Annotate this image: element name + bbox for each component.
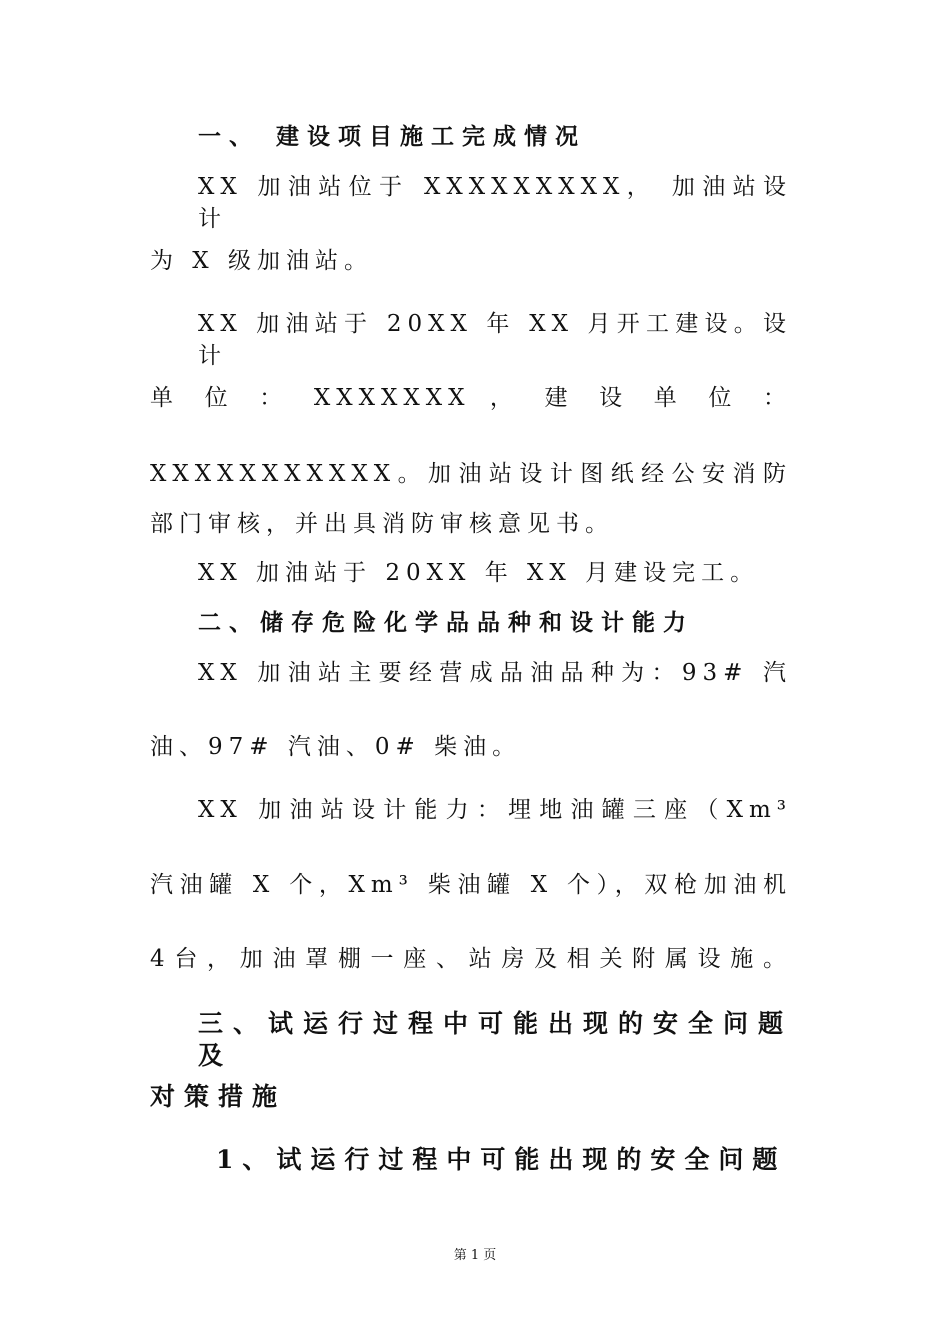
paragraph-line: 为 X 级加油站。: [150, 248, 373, 274]
paragraph-line: 汽油罐 X 个，Xm³ 柴油罐 X 个），双枪加油机: [150, 872, 792, 898]
paragraph-line: 4台，加油罩棚一座、站房及相关附属设施。: [150, 946, 792, 972]
paragraph-line: XX 加油站设计能力：埋地油罐三座（Xm³: [198, 797, 792, 823]
paragraph-line: 油、97# 汽油、0# 柴油。: [150, 734, 522, 760]
paragraph-line: 单 位 ： XXXXXXX ， 建 设 单 位 ：: [150, 385, 792, 411]
section-heading-3: 三、试运行过程中可能出现的安全问题及: [198, 1009, 792, 1070]
section-heading-2: 二、储存危险化学品品种和设计能力: [198, 609, 694, 636]
page-number: 第 1 页: [453, 1248, 497, 1263]
subsection-heading-1: 1、试运行过程中可能出现的安全问题: [216, 1145, 787, 1174]
paragraph-line: XX 加油站于 20XX 年 XX 月建设完工。: [198, 560, 760, 586]
section-heading-1: 一、 建设项目施工完成情况: [198, 123, 587, 150]
paragraph-line: XX 加油站主要经营成品油品种为：93# 汽: [198, 660, 792, 686]
paragraph-line: 部门审核，并出具消防审核意见书。: [150, 511, 614, 537]
paragraph-line: XXXXXXXXXXX。加油站设计图纸经公安消防: [150, 461, 792, 487]
paragraph-line: XX 加油站于 20XX 年 XX 月开工建设。设计: [198, 311, 792, 369]
section-heading-3-continued: 对策措施: [150, 1082, 287, 1111]
paragraph-line: XX 加油站位于 XXXXXXXXX， 加油站设计: [198, 174, 792, 232]
